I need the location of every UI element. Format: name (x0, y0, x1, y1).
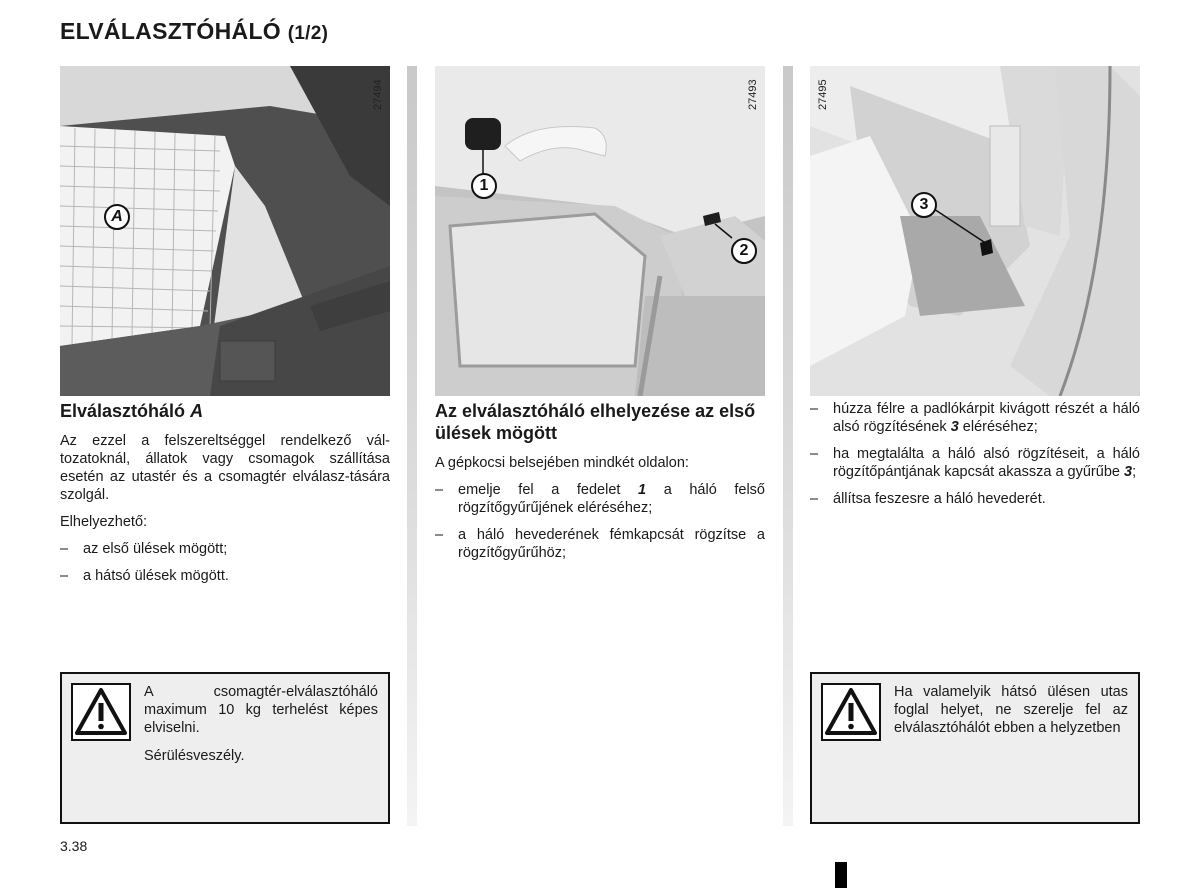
warning-line: Ha valamelyik hátsó ülésen utas foglal helyet, ne szerelje fel az elválasztóhálót ebben a helyzetben (894, 684, 1128, 736)
ref-number: 1 (638, 482, 647, 498)
warning-box-load (60, 672, 390, 824)
warning-text-passenger (894, 683, 1128, 747)
section-title-net (60, 400, 390, 422)
column-divider-left (407, 66, 417, 826)
figure-upper-anchor (435, 66, 765, 396)
warning-triangle-icon (821, 683, 881, 741)
figure-lower-anchor (810, 66, 1140, 396)
corner-mark (835, 862, 847, 888)
section-title-placement: Az elválasztóháló elhelyezése az első ülések mögött (435, 401, 756, 443)
lower-anchor-illustration (810, 66, 1140, 396)
page-indicator: (1/2) (287, 23, 329, 44)
callout-A: A (104, 204, 130, 230)
list-item: – ha megtalálta a háló alsó rögzítéseit, a háló rögzítőpántjának kapcsát akassza a gyűrűbe 3; (810, 446, 1140, 480)
luggage-net-illustration (60, 66, 390, 396)
list-item: – húzza félre a padlókárpit kivágott részét a háló alsó rögzítésének 3 eléréséhez; (810, 401, 1140, 435)
figure-code-27494: 27494 (372, 79, 384, 110)
bullet-dash: – (60, 568, 69, 584)
column-3 (810, 400, 1140, 517)
list-item: – emelje fel a fedelet 1 a háló felső rögzítőgyűrűjének eléréséhez; (435, 482, 765, 516)
section-title-net-ref: A (190, 401, 204, 421)
list-item: – a háló hevederének fémkapcsát rögzítse a rögzítőgyűrűhöz; (435, 527, 765, 561)
warning-triangle-icon (71, 683, 131, 741)
column-1 (60, 400, 390, 594)
figure-luggage-net (60, 66, 390, 396)
bullet-dash: – (435, 482, 444, 498)
placement-label: Elhelyezhető: (60, 514, 148, 530)
ref-number: 3 (1123, 464, 1133, 480)
callout-3: 3 (911, 192, 937, 218)
column2-intro: A gépkocsi belsejében mindkét oldalon: (435, 455, 689, 471)
page-title (60, 18, 328, 45)
callout-1: 1 (471, 173, 497, 199)
list-item: – állítsa feszesre a háló hevederét. (810, 491, 1046, 507)
bullet-dash: – (810, 401, 819, 417)
bullet-dash: – (810, 491, 819, 507)
page-title-text: ELVÁLASZTÓHÁLÓ (60, 18, 281, 44)
bullet-dash: – (60, 541, 69, 557)
ref-number: 3 (950, 419, 959, 435)
upper-anchor-illustration (435, 66, 765, 396)
lower-steps-list (810, 400, 1140, 508)
warning-text-load (144, 683, 378, 775)
callout-2: 2 (731, 238, 757, 264)
figure-code-27495: 27495 (817, 79, 829, 110)
list-item: – a hátsó ülések mögött. (60, 568, 229, 584)
list-item: – az első ülések mögött; (60, 541, 228, 557)
column-2 (435, 400, 765, 571)
figure-code-27493: 27493 (747, 79, 759, 110)
section-title-net-text: Elválasztóháló (60, 401, 186, 421)
column-divider-right (783, 66, 793, 826)
upper-steps-list (435, 481, 765, 562)
intro-paragraph: Az ezzel a felszereltséggel rendelkező vál-tozatoknál, állatok vagy csomagok szállítása esetén az utastér és a csomagtér elválasz-tására szolgál. (60, 433, 390, 503)
warning-line: A csomagtér-elválasztóháló maximum 10 kg terhelést képes elviselni. (144, 684, 378, 736)
page-number: 3.38 (60, 838, 88, 854)
bullet-dash: – (810, 446, 819, 462)
bullet-dash: – (435, 527, 444, 543)
warning-line: Sérülésveszély. (144, 748, 245, 764)
placement-list (60, 540, 390, 585)
warning-box-passenger (810, 672, 1140, 824)
